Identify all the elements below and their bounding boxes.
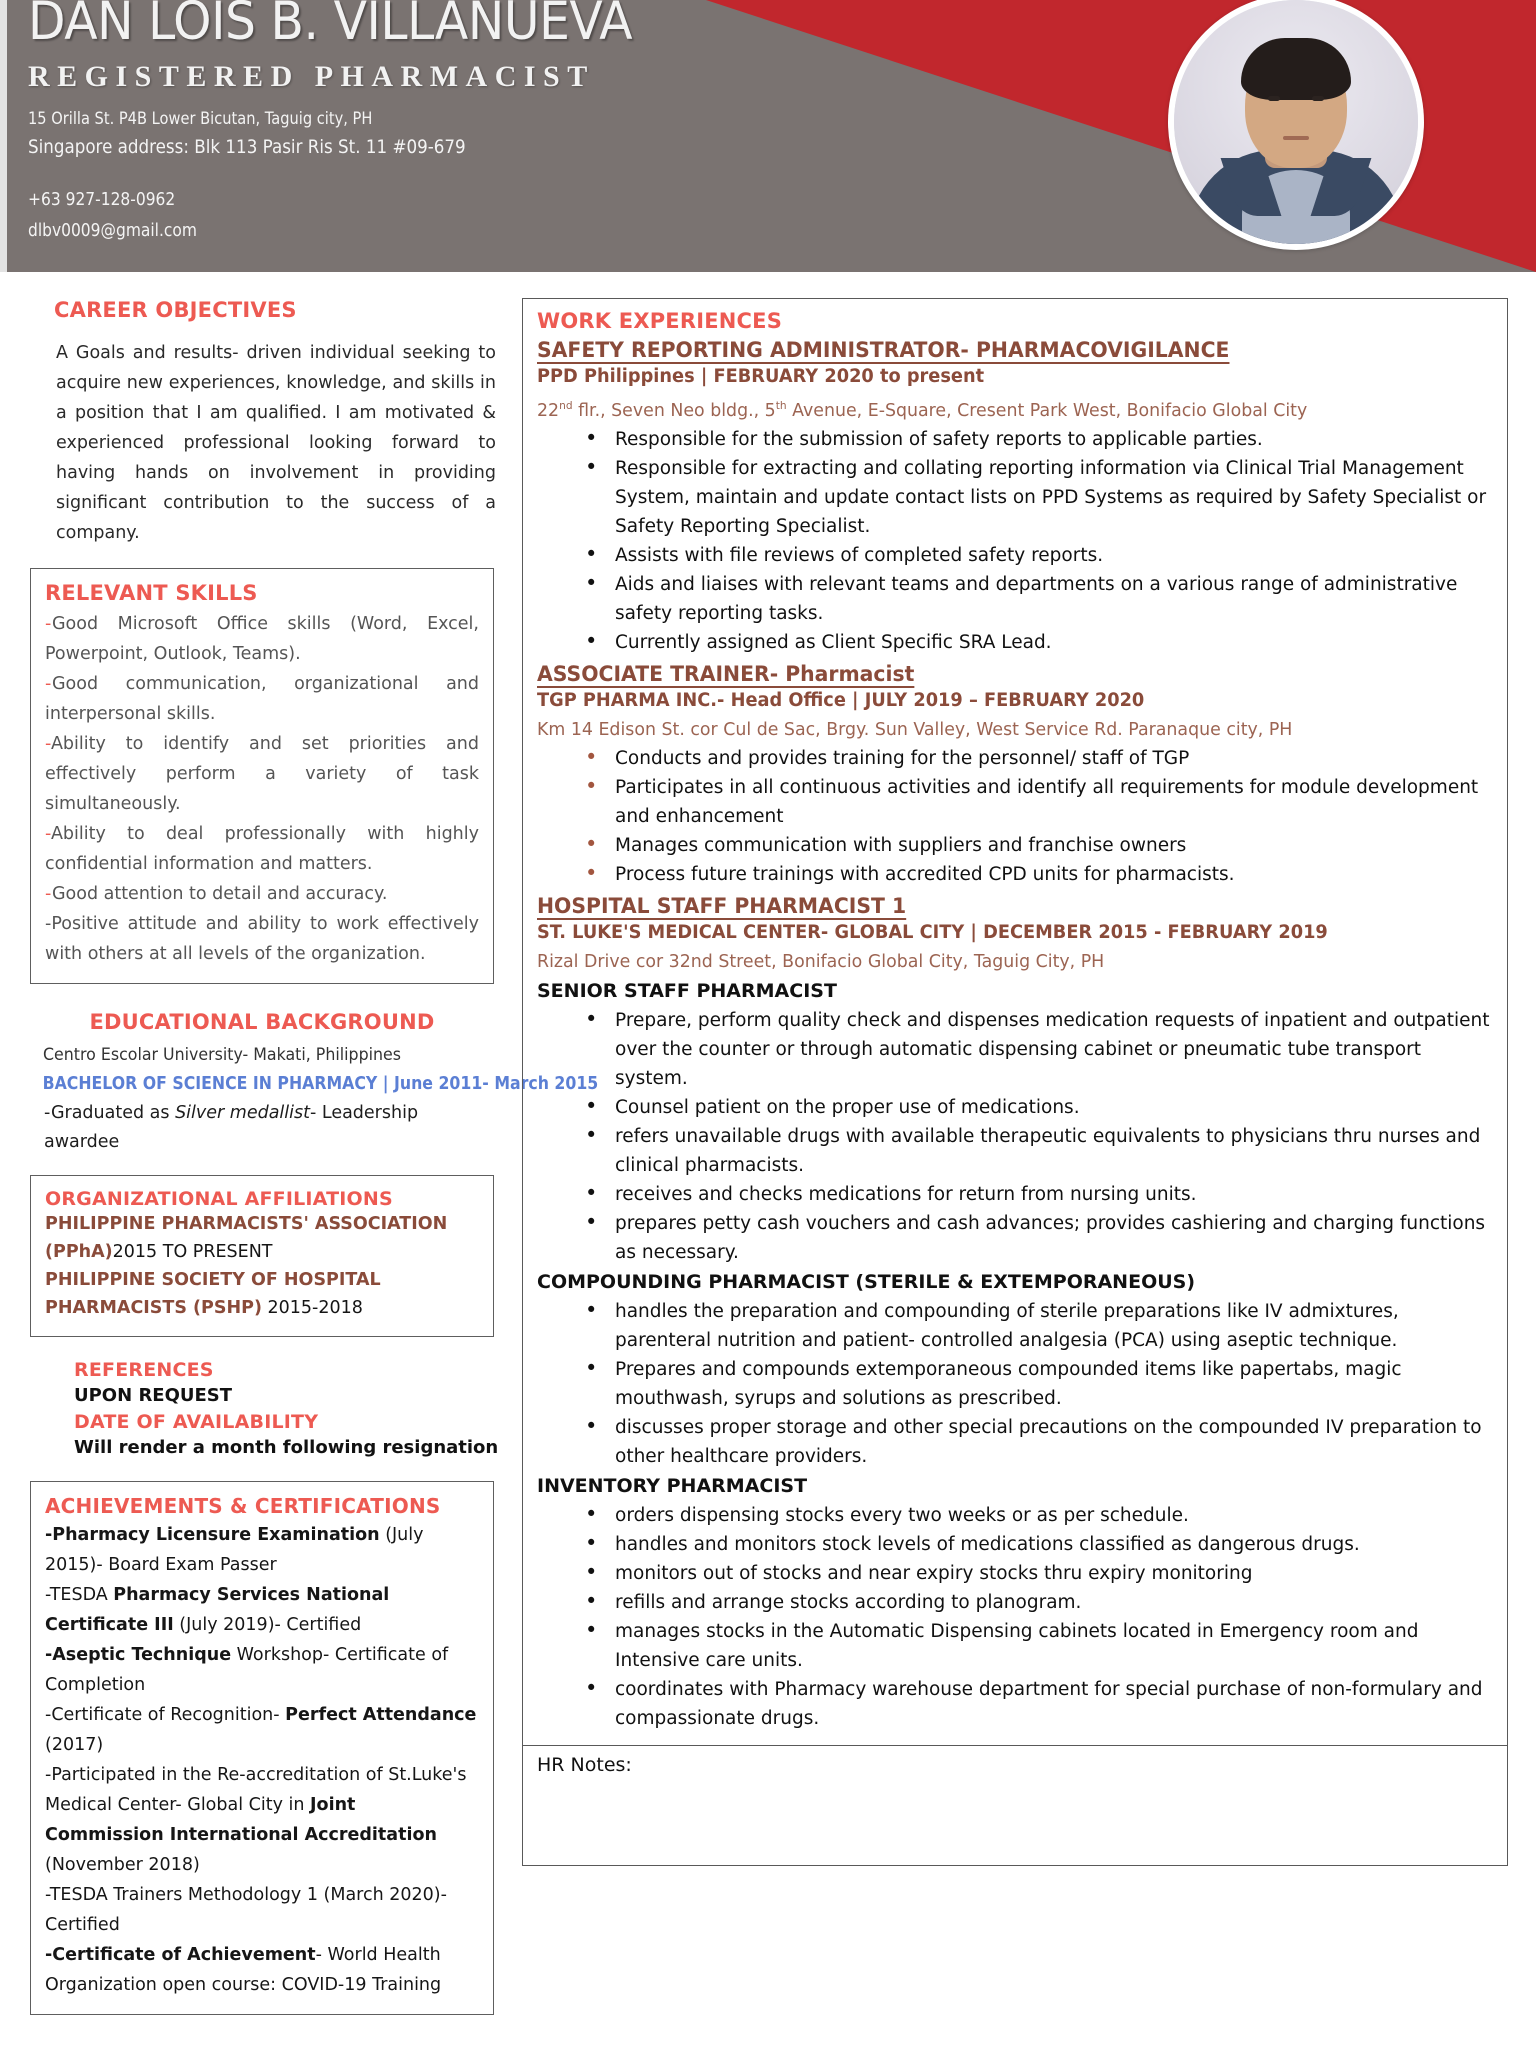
references-section [30, 1359, 522, 1463]
list-item: • Currently assigned as Client Specific SRA Lead. [537, 628, 1493, 657]
education-section [30, 1010, 599, 1157]
achievement-text: Workshop- Certificate of Completion [45, 1645, 449, 1695]
achievements-title: ACHIEVEMENTS & CERTIFICATIONS [45, 1494, 441, 1518]
contact-email[interactable]: dlbv0009@gmail.com [28, 220, 197, 241]
organizational-affiliations-section [30, 1175, 494, 1337]
photo-hair [1241, 38, 1351, 100]
list-item: • refers unavailable drugs with available therapeutic equivalents to physicians thru nurses and clinical pharmacists. [537, 1122, 1493, 1180]
achievement-item [45, 1880, 479, 1940]
job-company: PPD Philippines | FEBRUARY 2020 to present [537, 366, 985, 387]
achievement-item [45, 1700, 479, 1760]
skill-text: Good communication, organizational and interpersonal skills. [45, 674, 479, 724]
list-item: • Participates in all continuous activities and identify all requirements for module development and enhancement [537, 773, 1493, 831]
hr-notes-label: HR Notes: [537, 1754, 632, 1776]
education-note-suffix: - Leadership awardee [44, 1103, 419, 1152]
achievement-item [45, 1580, 479, 1640]
profile-photo [1174, 0, 1418, 244]
work-experiences-title: WORK EXPERIENCES [537, 309, 783, 333]
list-item: • handles and monitors stock levels of medications classified as dangerous drugs. [537, 1530, 1493, 1559]
skill-item [45, 729, 479, 819]
achievement-item [45, 1760, 479, 1880]
skill-item [45, 879, 479, 909]
achievements-list [45, 1520, 479, 2000]
job-responsibility-list [537, 744, 1493, 889]
organizational-affiliations-title: ORGANIZATIONAL AFFILIATIONS [45, 1188, 393, 1210]
skill-item [45, 669, 479, 729]
organization-name: PHILIPPINE SOCIETY OF HOSPITAL PHARMACISTS (PSHP) [45, 1270, 381, 1318]
bullet-dash: - [45, 824, 51, 844]
job-title: HOSPITAL STAFF PHARMACIST 1 [537, 894, 907, 918]
list-item: • Prepare, perform quality check and dispenses medication requests of inpatient and outpatient over the counter or through automatic dispensing cabinet or pneumatic tube transport system. [537, 1006, 1493, 1093]
achievement-text: (July 2019)- Certified [173, 1615, 362, 1635]
organization-period: 2015 TO PRESENT [112, 1242, 273, 1262]
photo-mouth [1283, 136, 1309, 140]
list-item: • Assists with file reviews of completed safety reports. [537, 541, 1493, 570]
skill-text: Positive attitude and ability to work effectively with others at all levels of the organization. [45, 914, 479, 964]
achievement-text: (November 2018) [45, 1855, 200, 1875]
list-item: • refills and arrange stocks according to planogram. [537, 1588, 1493, 1617]
job-address: 22nd flr., Seven Neo bldg., 5th Avenue, E-Square, Cresent Park West, Bonifacio Global City [537, 399, 1308, 421]
relevant-skills-section [30, 568, 494, 984]
job-subrole-heading: SENIOR STAFF PHARMACIST [537, 980, 837, 1002]
job-company: ST. LUKE'S MEDICAL CENTER- GLOBAL CITY | DECEMBER 2015 - FEBRUARY 2019 [537, 922, 1328, 943]
list-item: • coordinates with Pharmacy warehouse department for special purchase of non-formulary and compassionate drugs. [537, 1675, 1493, 1733]
contact-phone[interactable]: +63 927-128-0962 [28, 189, 176, 210]
achievements-section [30, 1481, 494, 2015]
references-value: UPON REQUEST [74, 1385, 233, 1406]
achievement-text: -TESDA Trainers Methodology 1 (March 2020)- Certified [45, 1885, 447, 1935]
achievement-text: Certificate of Achievement [52, 1945, 316, 1965]
resume-header [0, 0, 1536, 272]
ordinal-superscript: th [775, 399, 787, 412]
achievement-text: -TESDA [45, 1585, 114, 1605]
list-item: • prepares petty cash vouchers and cash advances; provides cashiering and charging functions as necessary. [537, 1209, 1493, 1267]
job-responsibility-list [537, 1297, 1493, 1471]
list-item: • manages stocks in the Automatic Dispensing cabinets located in Emergency room and Intensive care units. [537, 1617, 1493, 1675]
achievement-text: Aseptic Technique [52, 1645, 232, 1665]
address-line-1: 15 Orilla St. P4B Lower Bicutan, Taguig city, PH [28, 109, 373, 129]
bullet-dash: - [45, 734, 51, 754]
list-item: • Responsible for the submission of safety reports to applicable parties. [537, 425, 1493, 454]
avatar [1168, 0, 1424, 250]
skill-text: Good Microsoft Office skills (Word, Excel, Powerpoint, Outlook, Teams). [45, 614, 479, 664]
photo-eye-left [1268, 96, 1280, 101]
achievement-item [45, 1520, 479, 1580]
education-note-italic: Silver medallist [175, 1103, 310, 1123]
job-address: Rizal Drive cor 32nd Street, Bonifacio Global City, Taguig City, PH [537, 951, 1105, 972]
list-item: • Aids and liaises with relevant teams and departments on a various range of administrative safety reporting tasks. [537, 570, 1493, 628]
bullet-dash: - [45, 884, 52, 904]
achievement-text: (2017) [45, 1735, 104, 1755]
list-item: • receives and checks medications for return from nursing units. [537, 1180, 1493, 1209]
achievement-text: Perfect Attendance [285, 1705, 477, 1725]
availability-value: Will render a month following resignation [74, 1437, 499, 1458]
career-objectives-section [30, 272, 522, 548]
bullet-dash: - [45, 614, 52, 634]
achievement-text: (July 2015)- Board Exam Passer [45, 1525, 424, 1575]
job-address: Km 14 Edison St. cor Cul de Sac, Brgy. Sun Valley, West Service Rd. Paranaque city, PH [537, 719, 1293, 740]
education-title: EDUCATIONAL BACKGROUND [89, 1010, 435, 1034]
achievement-text: - World Health Organization open course: COVID-19 Training [45, 1945, 442, 1995]
achievement-item [45, 1640, 479, 1700]
career-objectives-text: A Goals and results- driven individual seeking to acquire new experiences, knowledge, and skills in a position that I am qualified. I am motivated & experienced professional looking forward to having hands on involvement in providing significant contribution to the success of a company. [56, 343, 496, 543]
list-item: • discusses proper storage and other special precautions on the compounded IV preparation to other healthcare providers. [537, 1413, 1493, 1471]
list-item: • Conducts and provides training for the personnel/ staff of TGP [537, 744, 1493, 773]
achievement-text: - [45, 1945, 53, 1965]
achievement-text: Pharmacy Licensure Examination [52, 1525, 380, 1545]
education-note [30, 1099, 494, 1157]
education-degree: BACHELOR OF SCIENCE IN PHARMACY | June 2011- March 2015 [42, 1074, 599, 1094]
achievement-text: - [45, 1525, 53, 1545]
organizations-list [45, 1210, 479, 1322]
skill-item [45, 609, 479, 669]
jobs-list [537, 338, 1493, 1733]
achievement-text: -Certificate of Recognition- [45, 1705, 286, 1725]
relevant-skills-title: RELEVANT SKILLS [45, 581, 258, 605]
skill-text: Ability to deal professionally with highly confidential information and matters. [45, 824, 479, 874]
bullet-dash: - [45, 914, 52, 934]
list-item: • Prepares and compounds extemporaneous compounded items like papertabs, magic mouthwash, syrups and solutions as prescribed. [537, 1355, 1493, 1413]
achievement-text: Pharmacy Services National Certificate III [45, 1585, 390, 1635]
job-title: SAFETY REPORTING ADMINISTRATOR- PHARMACOVIGILANCE [537, 338, 1230, 362]
address-line-2: Singapore address: Blk 113 Pasir Ris St. 11 #09-679 [28, 136, 466, 158]
organization-item [45, 1210, 479, 1266]
skill-item [45, 909, 479, 969]
availability-title: DATE OF AVAILABILITY [74, 1411, 319, 1433]
career-objectives-title: CAREER OBJECTIVES [54, 298, 297, 322]
education-note-prefix: -Graduated as [44, 1103, 176, 1123]
organization-name: PHILIPPINE PHARMACISTS' ASSOCIATION (PPhA) [45, 1214, 448, 1262]
list-item: • Process future trainings with accredited CPD units for pharmacists. [537, 860, 1493, 889]
job-responsibility-list [537, 425, 1493, 657]
list-item: • Manages communication with suppliers and franchise owners [537, 831, 1493, 860]
achievement-item [45, 1940, 479, 2000]
job-title: ASSOCIATE TRAINER- Pharmacist [537, 662, 915, 686]
list-item: • handles the preparation and compounding of sterile preparations like IV admixtures, parenteral nutrition and patient- controlled analgesia (PCA) using aseptic technique. [537, 1297, 1493, 1355]
hr-notes-box[interactable] [522, 1746, 1508, 1866]
achievement-text: Joint Commission International Accreditation [45, 1795, 437, 1845]
achievement-text: - [45, 1645, 53, 1665]
job-responsibility-list [537, 1501, 1493, 1733]
skill-item [45, 819, 479, 879]
skill-text: Good attention to detail and accuracy. [51, 884, 388, 904]
job-subrole-heading: INVENTORY PHARMACIST [537, 1475, 808, 1497]
list-item: • Counsel patient on the proper use of medications. [537, 1093, 1493, 1122]
ordinal-superscript: nd [559, 399, 573, 412]
professional-title: REGISTERED PHARMACIST [28, 60, 595, 93]
list-item: • orders dispensing stocks every two weeks or as per schedule. [537, 1501, 1493, 1530]
right-column [522, 272, 1536, 2015]
list-item: • monitors out of stocks and near expiry stocks thru expiry monitoring [537, 1559, 1493, 1588]
skills-list [45, 609, 479, 969]
job-responsibility-list [537, 1006, 1493, 1267]
page-title: DAN LOIS B. VILLANUEVA [28, 0, 633, 52]
education-school: Centro Escolar University- Makati, Philippines [43, 1045, 401, 1065]
list-item: • Responsible for extracting and collating reporting information via Clinical Trial Management System, maintain and update contact lists on PPD Systems as required by Safety Specialist or Safety Reporting Specialist. [537, 454, 1493, 541]
resume-body [0, 272, 1536, 2015]
organization-period: 2015-2018 [261, 1298, 363, 1318]
job-company: TGP PHARMA INC.- Head Office | JULY 2019 – FEBRUARY 2020 [537, 690, 1145, 711]
achievement-text: -Participated in the Re-accreditation of St.Luke's Medical Center- Global City in [45, 1765, 467, 1815]
references-title: REFERENCES [74, 1359, 214, 1381]
work-experiences-section [522, 298, 1508, 1746]
organization-item [45, 1266, 479, 1322]
skill-text: Ability to identify and set priorities and effectively perform a variety of task simultaneously. [45, 734, 479, 814]
job-subrole-heading: COMPOUNDING PHARMACIST (STERILE & EXTEMPORANEOUS) [537, 1271, 1196, 1293]
bullet-dash: - [45, 674, 52, 694]
photo-eye-right [1312, 96, 1324, 101]
